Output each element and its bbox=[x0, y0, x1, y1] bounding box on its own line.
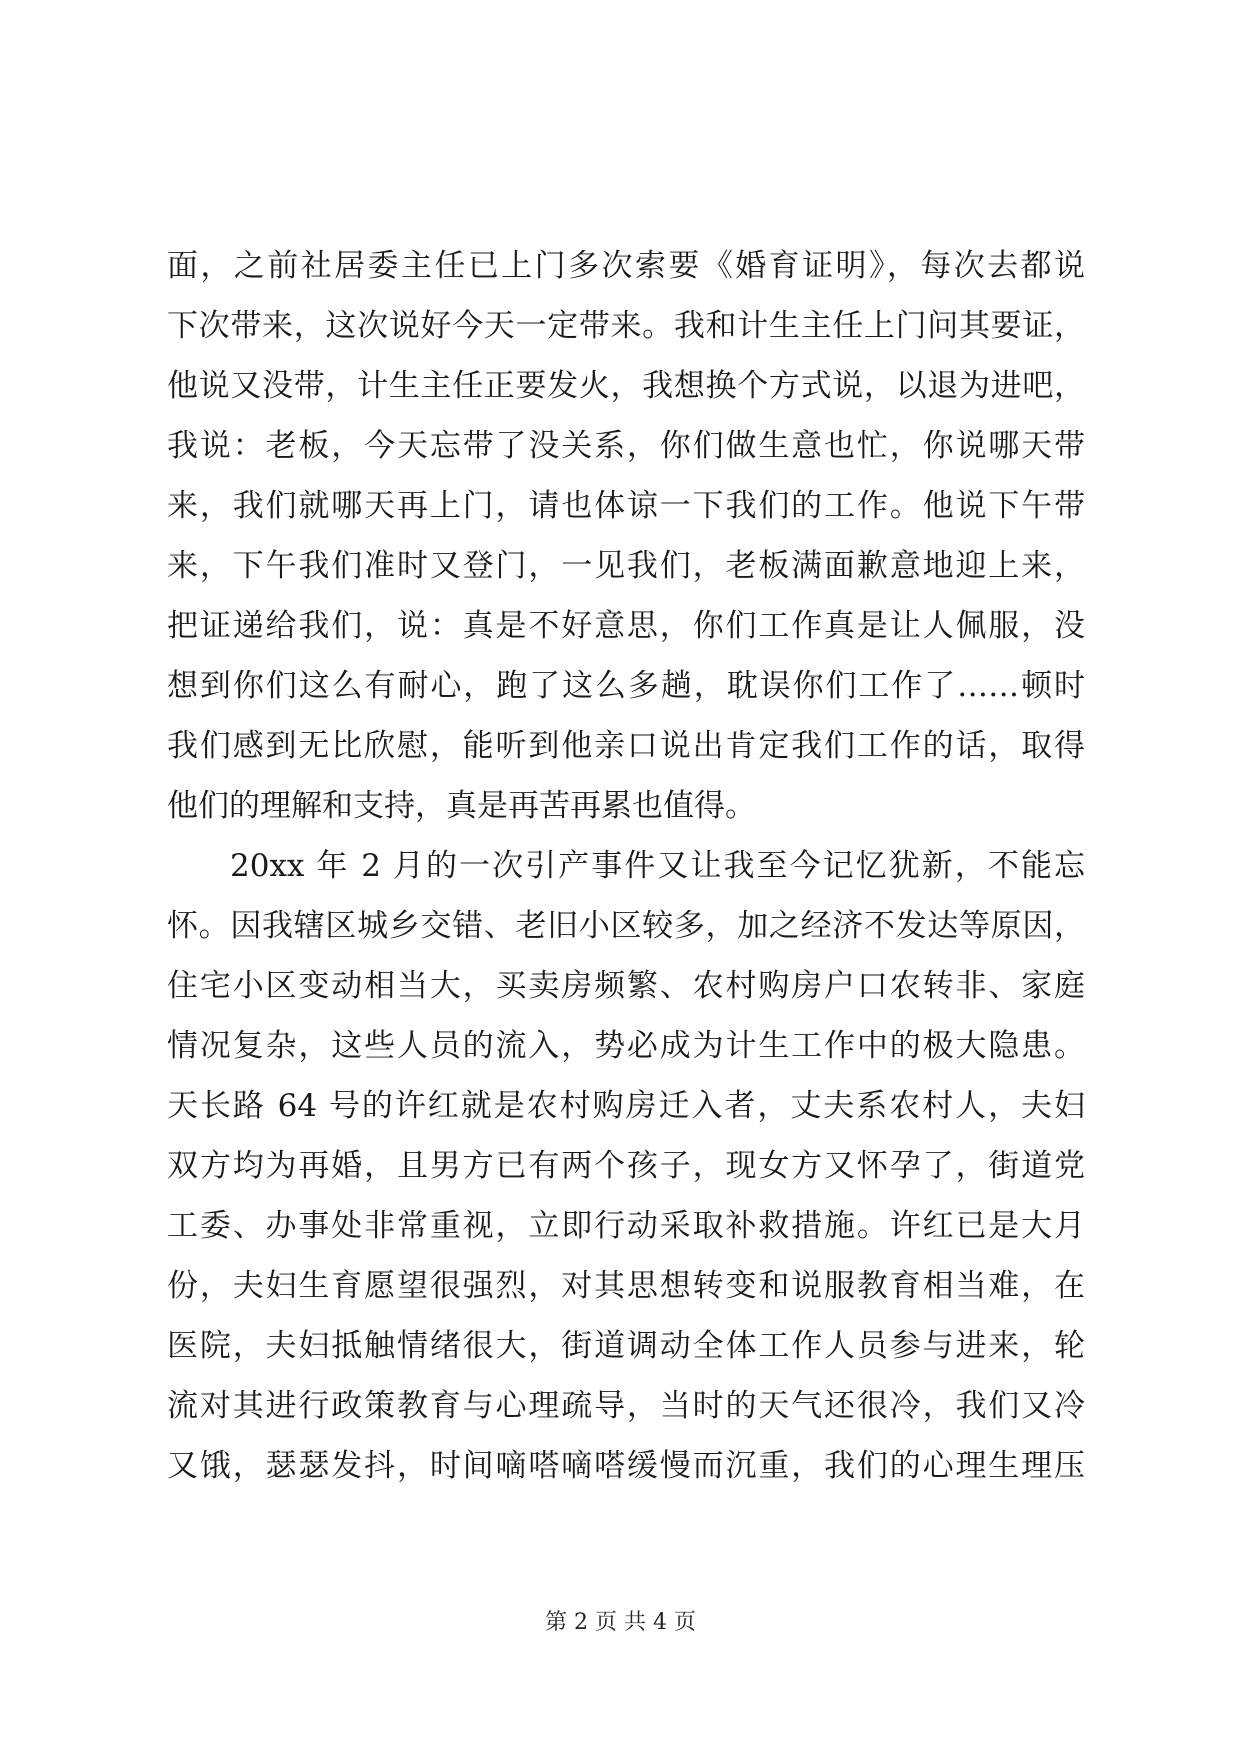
text-line: 双方均为再婚，且男方已有两个孩子，现女方又怀孕了，街道党 bbox=[167, 1148, 1085, 1184]
text-line: 我说：老板，今天忘带了没关系，你们做生意也忙，你说哪天带 bbox=[167, 428, 1085, 464]
text-line: 情况复杂，这些人员的流入，势必成为计生工作中的极大隐患。 bbox=[167, 1028, 1085, 1064]
text-line: 怀。因我辖区城乡交错、老旧小区较多，加之经济不发达等原因， bbox=[167, 908, 1085, 944]
text-line: 份，夫妇生育愿望很强烈，对其思想转变和说服教育相当难，在 bbox=[167, 1268, 1085, 1304]
body-text bbox=[167, 236, 1085, 1496]
text-line: 面，之前社居委主任已上门多次索要《婚育证明》，每次去都说 bbox=[167, 248, 1085, 284]
text-line: 住宅小区变动相当大，买卖房频繁、农村购房户口农转非、家庭 bbox=[167, 968, 1085, 1004]
text-line: 流对其进行政策教育与心理疏导，当时的天气还很冷，我们又冷 bbox=[167, 1388, 1085, 1424]
text-line: 20xx 年 2 月的一次引产事件又让我至今记忆犹新，不能忘 bbox=[230, 848, 1085, 884]
text-line: 下次带来，这次说好今天一定带来。我和计生主任上门问其要证， bbox=[167, 308, 1085, 344]
text-line: 又饿，瑟瑟发抖，时间嘀嗒嘀嗒缓慢而沉重，我们的心理生理压 bbox=[167, 1448, 1085, 1484]
text-line: 把证递给我们，说：真是不好意思，你们工作真是让人佩服，没 bbox=[167, 608, 1085, 644]
text-line: 他说又没带，计生主任正要发火，我想换个方式说，以退为进吧， bbox=[167, 368, 1085, 404]
text-line: 天长路 64 号的许红就是农村购房迁入者，丈夫系农村人，夫妇 bbox=[167, 1088, 1085, 1124]
page-number-footer: 第 2 页 共 4 页 bbox=[545, 1610, 696, 1635]
text-line: 来，我们就哪天再上门，请也体谅一下我们的工作。他说下午带 bbox=[167, 488, 1085, 524]
text-line: 工委、办事处非常重视，立即行动采取补救措施。许红已是大月 bbox=[167, 1208, 1085, 1244]
text-line: 他们的理解和支持，真是再苦再累也值得。 bbox=[167, 788, 756, 824]
text-line: 想到你们这么有耐心，跑了这么多趟，耽误你们工作了……顿时 bbox=[167, 668, 1085, 704]
text-line: 我们感到无比欣慰，能听到他亲口说出肯定我们工作的话，取得 bbox=[167, 728, 1085, 764]
text-line: 医院，夫妇抵触情绪很大，街道调动全体工作人员参与进来，轮 bbox=[167, 1328, 1085, 1364]
text-line: 来，下午我们准时又登门，一见我们，老板满面歉意地迎上来， bbox=[167, 548, 1085, 584]
